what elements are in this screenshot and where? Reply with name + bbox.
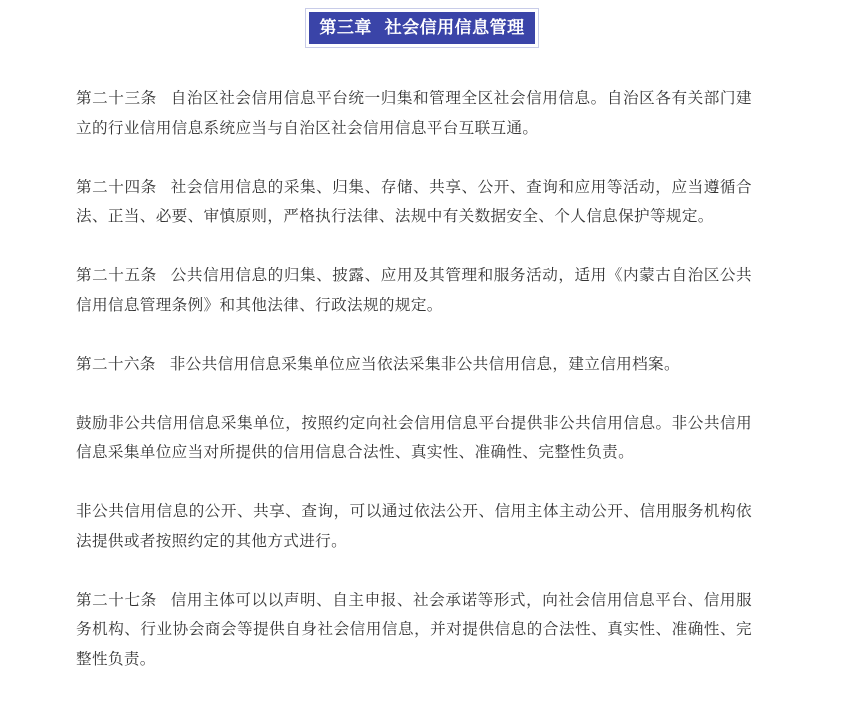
article-number: 第二十三条 — [76, 89, 157, 107]
article-number: 第二十四条 — [76, 177, 157, 196]
chapter-header — [0, 12, 844, 44]
article-24 — [76, 173, 752, 232]
article-text: 社会信用信息的采集、归集、存储、共享、公开、查询和应用等活动，应当遵循合法、正当、必要、审慎原则，严格执行法律、法规中有关数据安全、个人信息保护等规定。 — [76, 177, 752, 225]
article-25 — [76, 261, 752, 320]
article-text: 非公共信用信息采集单位应当依法采集非公共信用信息，建立信用档案。 — [169, 354, 680, 373]
article-26 — [76, 350, 752, 380]
chapter-title: 第三章 社会信用信息管理 — [309, 12, 534, 44]
article-text: 鼓励非公共信用信息采集单位，按照约定向社会信用信息平台提供非公共信用信息。非公共信用信息采集单位应当对所提供的信用信息合法性、真实性、准确性、完整性负责。 — [76, 413, 752, 461]
article-text: 自治区社会信用信息平台统一归集和管理全区社会信用信息。自治区各有关部门建立的行业信用信息系统应当与自治区社会信用信息平台互联互通。 — [76, 89, 752, 137]
article-number: 第二十六条 — [76, 354, 156, 373]
article-text: 非公共信用信息的公开、共享、查询，可以通过依法公开、信用主体主动公开、信用服务机构依法提供或者按照约定的其他方式进行。 — [76, 502, 752, 550]
article-26-paragraph-2 — [76, 409, 752, 468]
article-text: 信用主体可以以声明、自主申报、社会承诺等形式，向社会信用信息平台、信用服务机构、行业协会商会等提供自身社会信用信息，并对提供信息的合法性、真实性、准确性、完整性负责。 — [76, 590, 752, 668]
article-text: 公共信用信息的归集、披露、应用及其管理和服务活动，适用《内蒙古自治区公共信用信息管理条例》和其他法律、行政法规的规定。 — [76, 266, 752, 314]
article-content — [76, 84, 752, 704]
article-27 — [76, 586, 752, 675]
article-number: 第二十五条 — [76, 266, 157, 284]
article-number: 第二十七条 — [76, 590, 157, 609]
article-26-paragraph-3 — [76, 497, 752, 556]
article-23 — [76, 84, 752, 143]
